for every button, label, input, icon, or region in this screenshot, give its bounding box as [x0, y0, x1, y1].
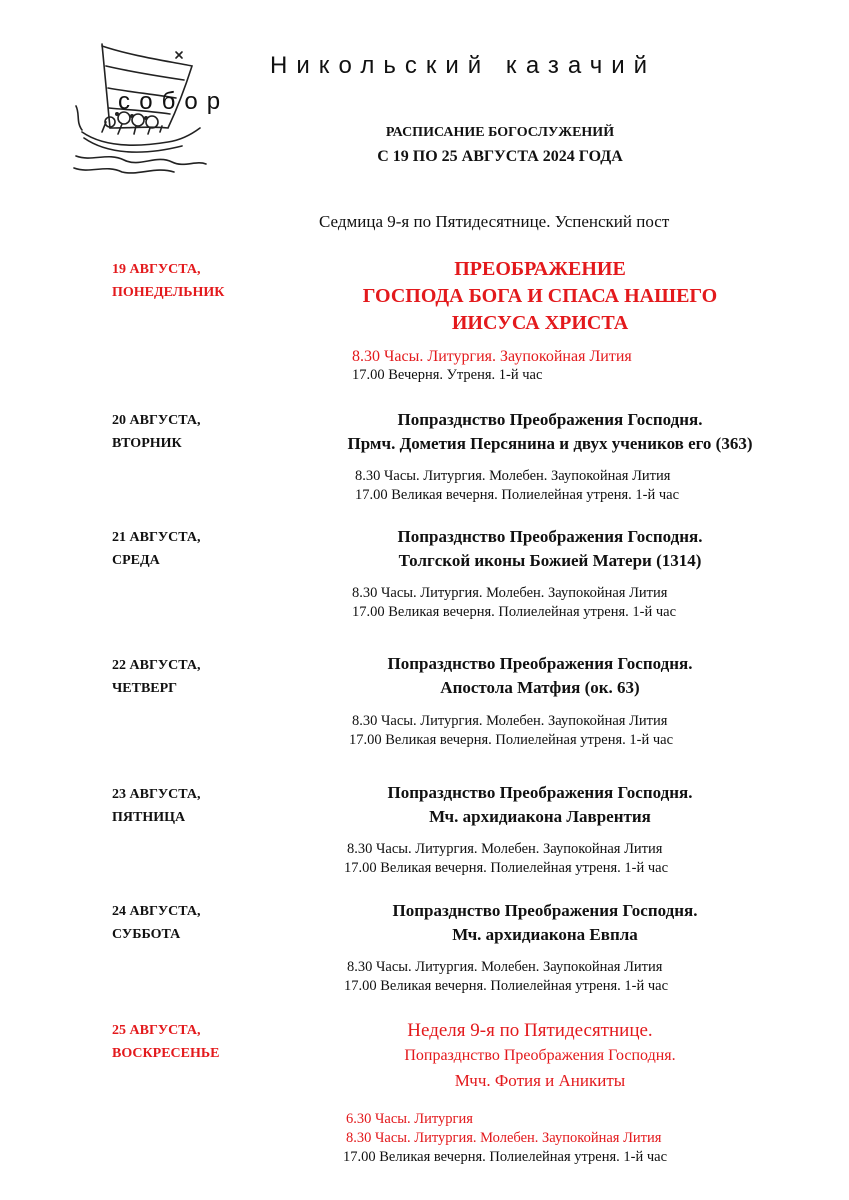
- day-weekday: СРЕДА: [112, 553, 160, 568]
- schedule-title-line1: РАСПИСАНИЕ БОГОСЛУЖЕНИЙ: [385, 125, 615, 140]
- day-date: 22 АВГУСТА,: [112, 658, 201, 673]
- day-weekday: СУББОТА: [112, 927, 181, 942]
- service-line: 8.30 Часы. Литургия. Молебен. Заупокойная Лития: [347, 841, 663, 857]
- feast-title: [300, 256, 780, 337]
- services-list: [344, 840, 669, 878]
- feast-title: [290, 408, 810, 456]
- day-weekday: ЧЕТВЕРГ: [112, 681, 178, 696]
- day-date: 20 АВГУСТА,: [112, 413, 201, 428]
- service-line: 17.00 Вечерня. Утреня. 1-й час: [352, 367, 543, 383]
- day-weekday: ВОСКРЕСЕНЬЕ: [112, 1046, 220, 1061]
- service-line: 6.30 Часы. Литургия: [346, 1111, 473, 1127]
- day-date: 23 АВГУСТА,: [112, 787, 201, 802]
- service-line: 17.00 Великая вечерня. Полиелейная утреня. 1-й час: [355, 487, 680, 503]
- feast-line: Прмч. Дометия Персянина и двух учеников его (363): [347, 434, 753, 453]
- day-label: [112, 409, 201, 455]
- feast-line: ГОСПОДА БОГА И СПАСА НАШЕГО: [362, 285, 718, 307]
- feast-title: [290, 525, 810, 573]
- service-line: 8.30 Часы. Литургия. Заупокойная Лития: [352, 348, 632, 365]
- service-line: 8.30 Часы. Литургия. Молебен. Заупокойная Лития: [352, 713, 668, 729]
- feast-line: ПРЕОБРАЖЕНИЕ: [454, 258, 626, 280]
- services-list: [349, 712, 674, 750]
- week-title: Седмица 9-я по Пятидесятнице. Успенский пост: [319, 212, 670, 231]
- services-list: [343, 1110, 668, 1167]
- feast-line: Попразднство Преображения Господня.: [387, 654, 693, 673]
- feast-title: [290, 781, 790, 829]
- feast-line: Попразднство Преображения Господня.: [387, 783, 693, 802]
- service-line: 17.00 Великая вечерня. Полиелейная утреня. 1-й час: [343, 1149, 668, 1165]
- feast-line: Попразднство Преображения Господня.: [392, 901, 698, 920]
- feast-title: [290, 652, 790, 700]
- day-label: [112, 900, 201, 946]
- service-line: 8.30 Часы. Литургия. Молебен. Заупокойная Лития: [355, 468, 671, 484]
- schedule-title: [300, 121, 700, 169]
- day-label: [112, 258, 224, 304]
- feast-line: Мч. архидиакона Лаврентия: [429, 807, 651, 826]
- day-label: [112, 654, 201, 700]
- service-line: 17.00 Великая вечерня. Полиелейная утреня. 1-й час: [349, 732, 674, 748]
- day-date: 24 АВГУСТА,: [112, 904, 201, 919]
- service-line: 8.30 Часы. Литургия. Молебен. Заупокойная Лития: [346, 1130, 662, 1146]
- feast-title: [290, 1018, 790, 1093]
- services-list: [355, 467, 679, 505]
- day-date: 25 АВГУСТА,: [112, 1023, 201, 1038]
- services-list: [352, 584, 676, 622]
- service-line: 17.00 Великая вечерня. Полиелейная утреня. 1-й час: [352, 604, 677, 620]
- feast-line: Толгской иконы Божией Матери (1314): [398, 551, 702, 570]
- day-date: 21 АВГУСТА,: [112, 530, 201, 545]
- feast-line: Попразднство Преображения Господня.: [397, 527, 703, 546]
- feast-line: Апостола Матфия (ок. 63): [440, 678, 640, 697]
- feast-line: Мчч. Фотия и Аникиты: [454, 1071, 626, 1090]
- feast-line: ИИСУСА ХРИСТА: [451, 312, 629, 334]
- feast-title: [295, 899, 795, 947]
- day-label: [112, 526, 201, 572]
- schedule-dates: С 19 ПО 25 АВГУСТА 2024 ГОДА: [377, 148, 623, 165]
- feast-line: Мч. архидиакона Евпла: [452, 925, 638, 944]
- day-weekday: ВТОРНИК: [112, 436, 182, 451]
- day-weekday: ПЯТНИЦА: [112, 810, 186, 825]
- service-line: 17.00 Великая вечерня. Полиелейная утреня. 1-й час: [344, 860, 669, 876]
- church-name-line2: собор: [118, 88, 230, 115]
- services-list: [344, 958, 669, 996]
- service-line: 17.00 Великая вечерня. Полиелейная утреня. 1-й час: [344, 978, 669, 994]
- day-label: [112, 783, 201, 829]
- feast-line: Неделя 9-я по Пятидесятнице.: [407, 1020, 653, 1041]
- service-line: 8.30 Часы. Литургия. Молебен. Заупокойная Лития: [352, 585, 668, 601]
- day-label: [112, 1019, 219, 1065]
- church-name: Никольский казачий: [270, 52, 657, 79]
- services-list: [352, 347, 632, 385]
- feast-line: Попразднство Преображения Господня.: [397, 410, 703, 429]
- feast-line: Попразднство Преображения Господня.: [404, 1047, 676, 1064]
- service-line: 8.30 Часы. Литургия. Молебен. Заупокойная Лития: [347, 959, 663, 975]
- day-date: 19 АВГУСТА,: [112, 262, 201, 277]
- day-weekday: ПОНЕДЕЛЬНИК: [112, 285, 225, 300]
